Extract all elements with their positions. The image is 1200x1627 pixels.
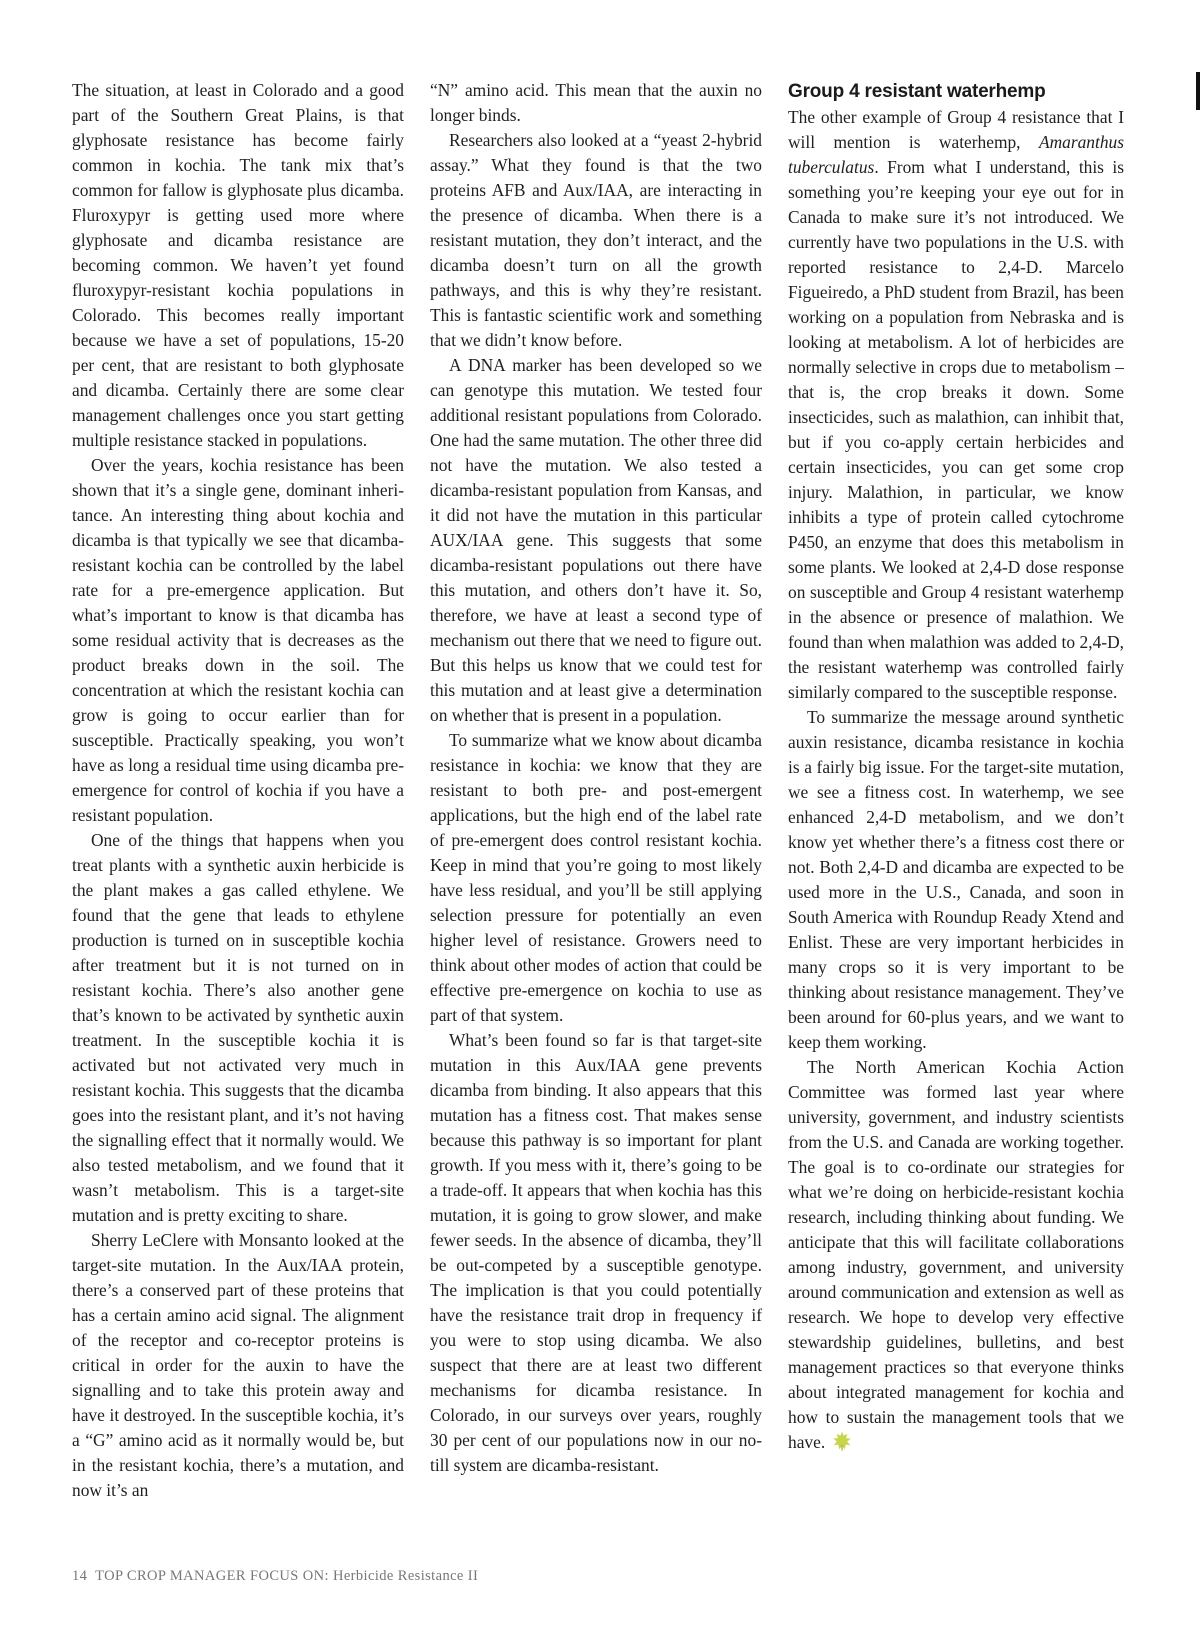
body-paragraph <box>788 1055 1124 1455</box>
text-column-3 <box>788 78 1124 1455</box>
publication-name: TOP CROP MANAGER FOCUS ON: <box>95 1568 329 1584</box>
body-paragraph: Over the years, kochia resistance has been shown that it’s a single gene, dominant inheritance. An interesting thing about kochia and dicamba is that typically we see that dicamba-resistant kochia can be controlled by the label rate for a pre-emergence application. But what’s important to know is that dicamba has some residual activity that is decreases as the product breaks down in the soil. The concentration at which the resistant kochia can grow is going to occur earlier than for susceptible. Practically speaking, you won’t have as long a residual time using dicamba pre-emergence for control of kochia if you have a resistant population. <box>72 455 404 825</box>
page-footer <box>72 1568 478 1585</box>
body-paragraph: What’s been found so far is that target-site mutation in this Aux/IAA gene prevents dicamba from binding. It also appears that this mutation has a fitness cost. That makes sense because this pathway is so important for plant growth. If you mess with it, there’s going to be a trade-off. It appears that when kochia has this mutation, it is going to grow slower, and make fewer seeds. In the absence of dicamba, they’ll be out-competed by a susceptible genotype. The implication is that you could potentially have the resistance trait drop in frequency if you were to stop using dicamba. We also suspect that there are at least two different mechanisms for dicamba resistance. In Colorado, in our surveys over years, roughly 30 per cent of our populations now in our no-till system are dicamba-resistant. <box>430 1030 762 1475</box>
species-name: Amaranthus tuberculatus <box>788 132 1124 177</box>
paragraph-text: The North American Kochia Action Committee was formed last year where university, government, and industry scientists from the U.S. and Canada are working together. The goal is to co-ordinate our strategies for what we’re doing on herbicide-resistant kochia research, including thinking about funding. We anticipate that this will facilitate collaborations among industry, government, and university around communication and extension as well as research. We hope to develop very effective stewardship guidelines, bulletins, and best management practices so that everyone thinks about integrated management for kochia and how to sustain the management tools that we have. <box>788 1057 1124 1452</box>
body-paragraph: To summarize the message around synthetic auxin resistance, dicamba resistance in kochia is a fairly big issue. For the target-site mutation, we see a fitness cost. In waterhemp, we see enhanced 2,4-D metabolism, and we don’t know yet whether there’s a fitness cost there or not. Both 2,4-D and dicamba are expected to be used more in the U.S., Canada, and soon in South America with Roundup Ready Xtend and Enlist. These are very important herbicides in many crops so it is very important to be thinking about resistance management. They’ve been around for 60-plus years, and we want to keep them working. <box>788 707 1124 1052</box>
body-paragraph <box>788 105 1124 705</box>
body-paragraph: Sherry LeClere with Monsanto looked at the target-site mutation. In the Aux/IAA protein, there’s a conserved part of these proteins that has a certain amino acid signal. The alignment of the receptor and co-receptor proteins is critical in order for the auxin to have the signalling and to take this protein away and have it destroyed. In the susceptible kochia, it’s a “G” amino acid as it normally would be, but in the resistant kochia, there’s a mutation, and now it’s an <box>72 1230 404 1500</box>
leaf-icon <box>831 1430 853 1452</box>
section-heading: Group 4 resistant waterhemp <box>788 81 1046 102</box>
body-paragraph: One of the things that happens when you treat plants with a synthetic auxin herbicide is the plant makes a gas called ethylene. We found that the gene that leads to ethylene production is turned on in susceptible kochia after treatment but it is not turned on in resistant kochia. There’s also another gene that’s known to be activated by synthetic auxin treatment. In the susceptible kochia it is activated but not activated very much in resistant kochia. This suggests that the dicamba goes into the resistant plant, and it’s not having the signalling effect that it normally would. We also tested metabolism, and we found that it wasn’t metabolism. This is a target-site mutation and is pretty exciting to share. <box>72 830 404 1225</box>
body-paragraph: To summarize what we know about dicamba resistance in kochia: we know that they are resistant to both pre- and post-emergent applications, but the high end of the label rate of pre-emergent does control resistant kochia. Keep in mind that you’re going to most likely have less residual, and you’ll be still applying selection pressure for potentially an even higher level of resistance. Growers need to think about other modes of action that could be effective pre-emergence on kochia to use as part of that system. <box>430 730 762 1025</box>
body-paragraph: The situation, at least in Colorado and a good part of the Southern Great Plains, is that glyphosate resistance has become fairly common in kochia. The tank mix that’s common for fallow is glyphosate plus dicamba. Fluroxypyr is getting used more where glyphosate and dicamba resistance are becoming common. We haven’t yet found fluroxypyr-resistant kochia populations in Colorado. This becomes really important because we have a set of populations, 15-20 per cent, that are resistant to both glyphosate and dicamba. Certainly there are some clear management challenges once you start getting multiple resistance stacked in populations. <box>72 80 404 450</box>
text-column-2 <box>430 78 762 1478</box>
body-paragraph: Researchers also looked at a “yeast 2-hybrid assay.” What they found is that the two proteins AFB and Aux/IAA, are interacting in the presence of dicamba. When there is a resistant mutation, they don’t interact, and the dicamba doesn’t turn on all the growth pathways, and this is why they’re resistant. This is fantastic scientific work and something that we didn’t know before. <box>430 130 762 350</box>
body-paragraph: “N” amino acid. This mean that the auxin no longer binds. <box>430 80 762 125</box>
issue-title: Herbicide Resistance II <box>332 1568 479 1584</box>
page-edge-marker <box>1196 72 1200 110</box>
body-paragraph: A DNA marker has been developed so we can genotype this mutation. We tested four additional resistant populations from Colorado. One had the same mutation. The other three did not have the mutation. We also tested a dicamba-resistant population from Kansas, and it did not have the mutation in this particular AUX/IAA gene. This suggests that some dicamba-resistant populations out there have this mutation, and others don’t have it. So, therefore, we have at least a second type of mechanism out there that we need to figure out. But this helps us know that we could test for this mutation and at least give a determination on whether that is present in a population. <box>430 355 762 725</box>
text-column-1 <box>72 78 404 1503</box>
page-number: 14 <box>72 1568 88 1584</box>
paragraph-text: . From what I understand, this is something you’re keeping your eye out for in Canada to make sure it’s not introduced. We currently have two populations in the U.S. with reported resistance to 2,4-D. Marcelo Figueiredo, a PhD student from Brazil, has been working on a population from Nebraska and is looking at metabolism. A lot of herbicides are normally selective in crops due to metabolism – that is, the crop breaks it down. Some insecticides, such as malathion, can inhibit that, but if you co-apply certain herbicides and certain insecticides, you can get some crop injury. Malathion, in particular, we know inhibits a type of protein called cytochrome P450, an enzyme that does this metabolism in some plants. We looked at 2,4-D dose response on susceptible and Group 4 resistant waterhemp in the absence or presence of malathion. We found than when malathion was added to 2,4-D, the resistant waterhemp was controlled fairly similarly compared to the susceptible response. <box>788 157 1124 702</box>
paragraph-text: The other example of Group 4 resistance that I will mention is waterhemp, <box>788 107 1124 152</box>
